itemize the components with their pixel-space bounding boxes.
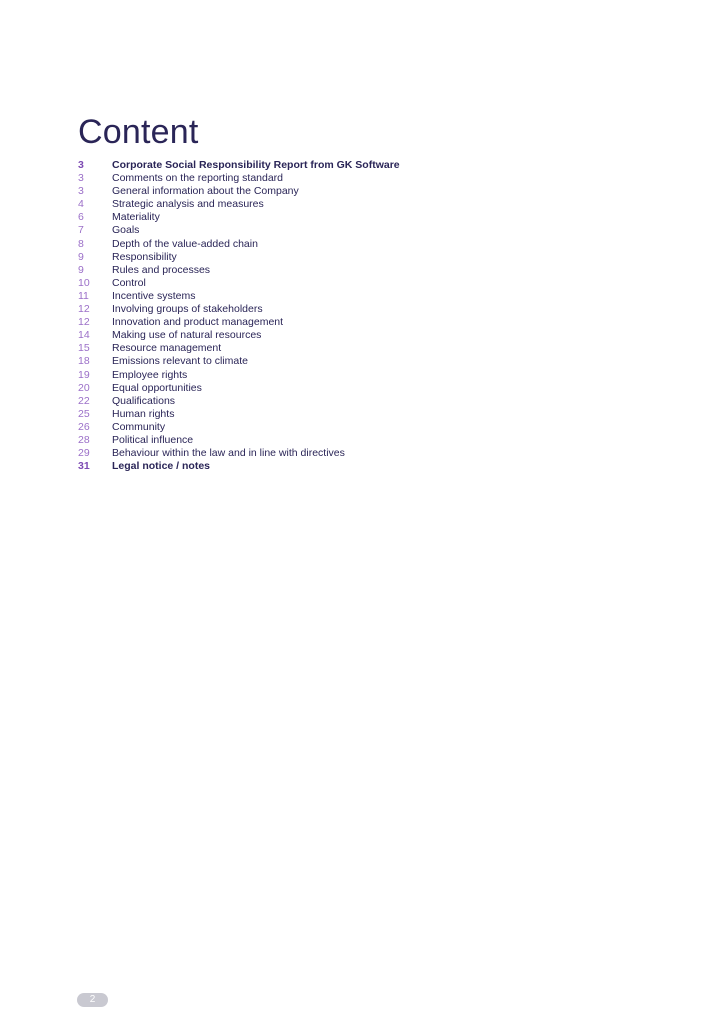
toc-page-number: 10 (78, 276, 90, 289)
table-of-contents (78, 159, 678, 473)
toc-entry-label: Making use of natural resources (112, 329, 262, 342)
toc-entry-label: Control (112, 276, 146, 289)
toc-entry[interactable] (78, 264, 678, 277)
toc-entry-label: Community (112, 420, 166, 433)
toc-page-number: 3 (78, 159, 84, 171)
toc-page-number: 26 (78, 420, 90, 433)
toc-entry[interactable] (78, 355, 678, 368)
toc-entry[interactable] (78, 211, 678, 224)
toc-page-number: 25 (78, 407, 90, 420)
toc-entry[interactable] (78, 198, 678, 211)
toc-page-number: 6 (78, 211, 84, 224)
toc-page-number: 4 (78, 198, 84, 211)
toc-entry-label: Emissions relevant to climate (112, 355, 248, 368)
toc-entry[interactable] (78, 421, 678, 434)
toc-entry[interactable] (78, 408, 678, 421)
toc-entry-label: Human rights (112, 407, 175, 420)
toc-page-number: 29 (78, 447, 90, 460)
toc-entry[interactable] (78, 251, 678, 264)
toc-page-number: 12 (78, 303, 90, 316)
toc-entry[interactable] (78, 434, 678, 447)
toc-entry-label: Qualifications (112, 394, 176, 407)
toc-entry-label: Equal opportunities (112, 381, 202, 394)
toc-entry-label: General information about the Company (112, 185, 299, 198)
toc-entry[interactable] (78, 159, 678, 172)
toc-entry-label: Goals (112, 224, 140, 237)
toc-page-number: 18 (78, 355, 90, 368)
toc-entry-label: Corporate Social Responsibility Report from GK Software (112, 159, 400, 171)
toc-page-number: 9 (78, 263, 84, 276)
toc-entry[interactable] (78, 277, 678, 290)
toc-entry[interactable] (78, 172, 678, 185)
toc-entry-label: Behaviour within the law and in line with directives (112, 447, 345, 460)
toc-entry[interactable] (78, 185, 678, 198)
toc-entry-label: Employee rights (112, 368, 188, 381)
toc-entry-label: Rules and processes (112, 263, 211, 276)
toc-page-number: 3 (78, 185, 84, 198)
toc-entry[interactable] (78, 303, 678, 316)
toc-page-number: 11 (78, 289, 89, 302)
toc-entry[interactable] (78, 224, 678, 237)
toc-page-number: 19 (78, 368, 90, 381)
toc-entry[interactable] (78, 329, 678, 342)
toc-page-number: 31 (78, 460, 90, 473)
toc-page-number: 8 (78, 237, 84, 250)
toc-page-number: 9 (78, 250, 84, 263)
toc-entry[interactable] (78, 238, 678, 251)
toc-entry-label: Involving groups of stakeholders (112, 303, 263, 316)
toc-entry-label: Incentive systems (112, 289, 196, 302)
toc-entry[interactable] (78, 369, 678, 382)
toc-page-number: 3 (78, 172, 84, 185)
toc-entry-label: Materiality (112, 211, 160, 224)
toc-page-number: 12 (78, 316, 90, 329)
page-title: Content (78, 113, 199, 151)
toc-entry-label: Depth of the value-added chain (112, 237, 258, 250)
toc-entry-label: Resource management (112, 342, 222, 355)
page-number-badge: 2 (77, 993, 108, 1007)
toc-page-number: 28 (78, 433, 90, 446)
toc-entry-label: Political influence (112, 433, 194, 446)
toc-entry[interactable] (78, 290, 678, 303)
toc-page-number: 7 (78, 224, 84, 237)
toc-entry[interactable] (78, 395, 678, 408)
toc-entry-label: Comments on the reporting standard (112, 172, 284, 185)
toc-page-number: 22 (78, 394, 90, 407)
toc-entry-label: Responsibility (112, 250, 177, 263)
toc-page-number: 20 (78, 381, 90, 394)
toc-entry[interactable] (78, 447, 678, 460)
toc-entry[interactable] (78, 316, 678, 329)
toc-entry[interactable] (78, 342, 678, 355)
toc-entry-label: Innovation and product management (112, 316, 284, 329)
toc-page-number: 15 (78, 342, 90, 355)
toc-page-number: 14 (78, 329, 90, 342)
toc-entry-label: Strategic analysis and measures (112, 198, 264, 211)
toc-entry[interactable] (78, 460, 678, 473)
toc-entry[interactable] (78, 382, 678, 395)
toc-entry-label: Legal notice / notes (112, 460, 211, 473)
